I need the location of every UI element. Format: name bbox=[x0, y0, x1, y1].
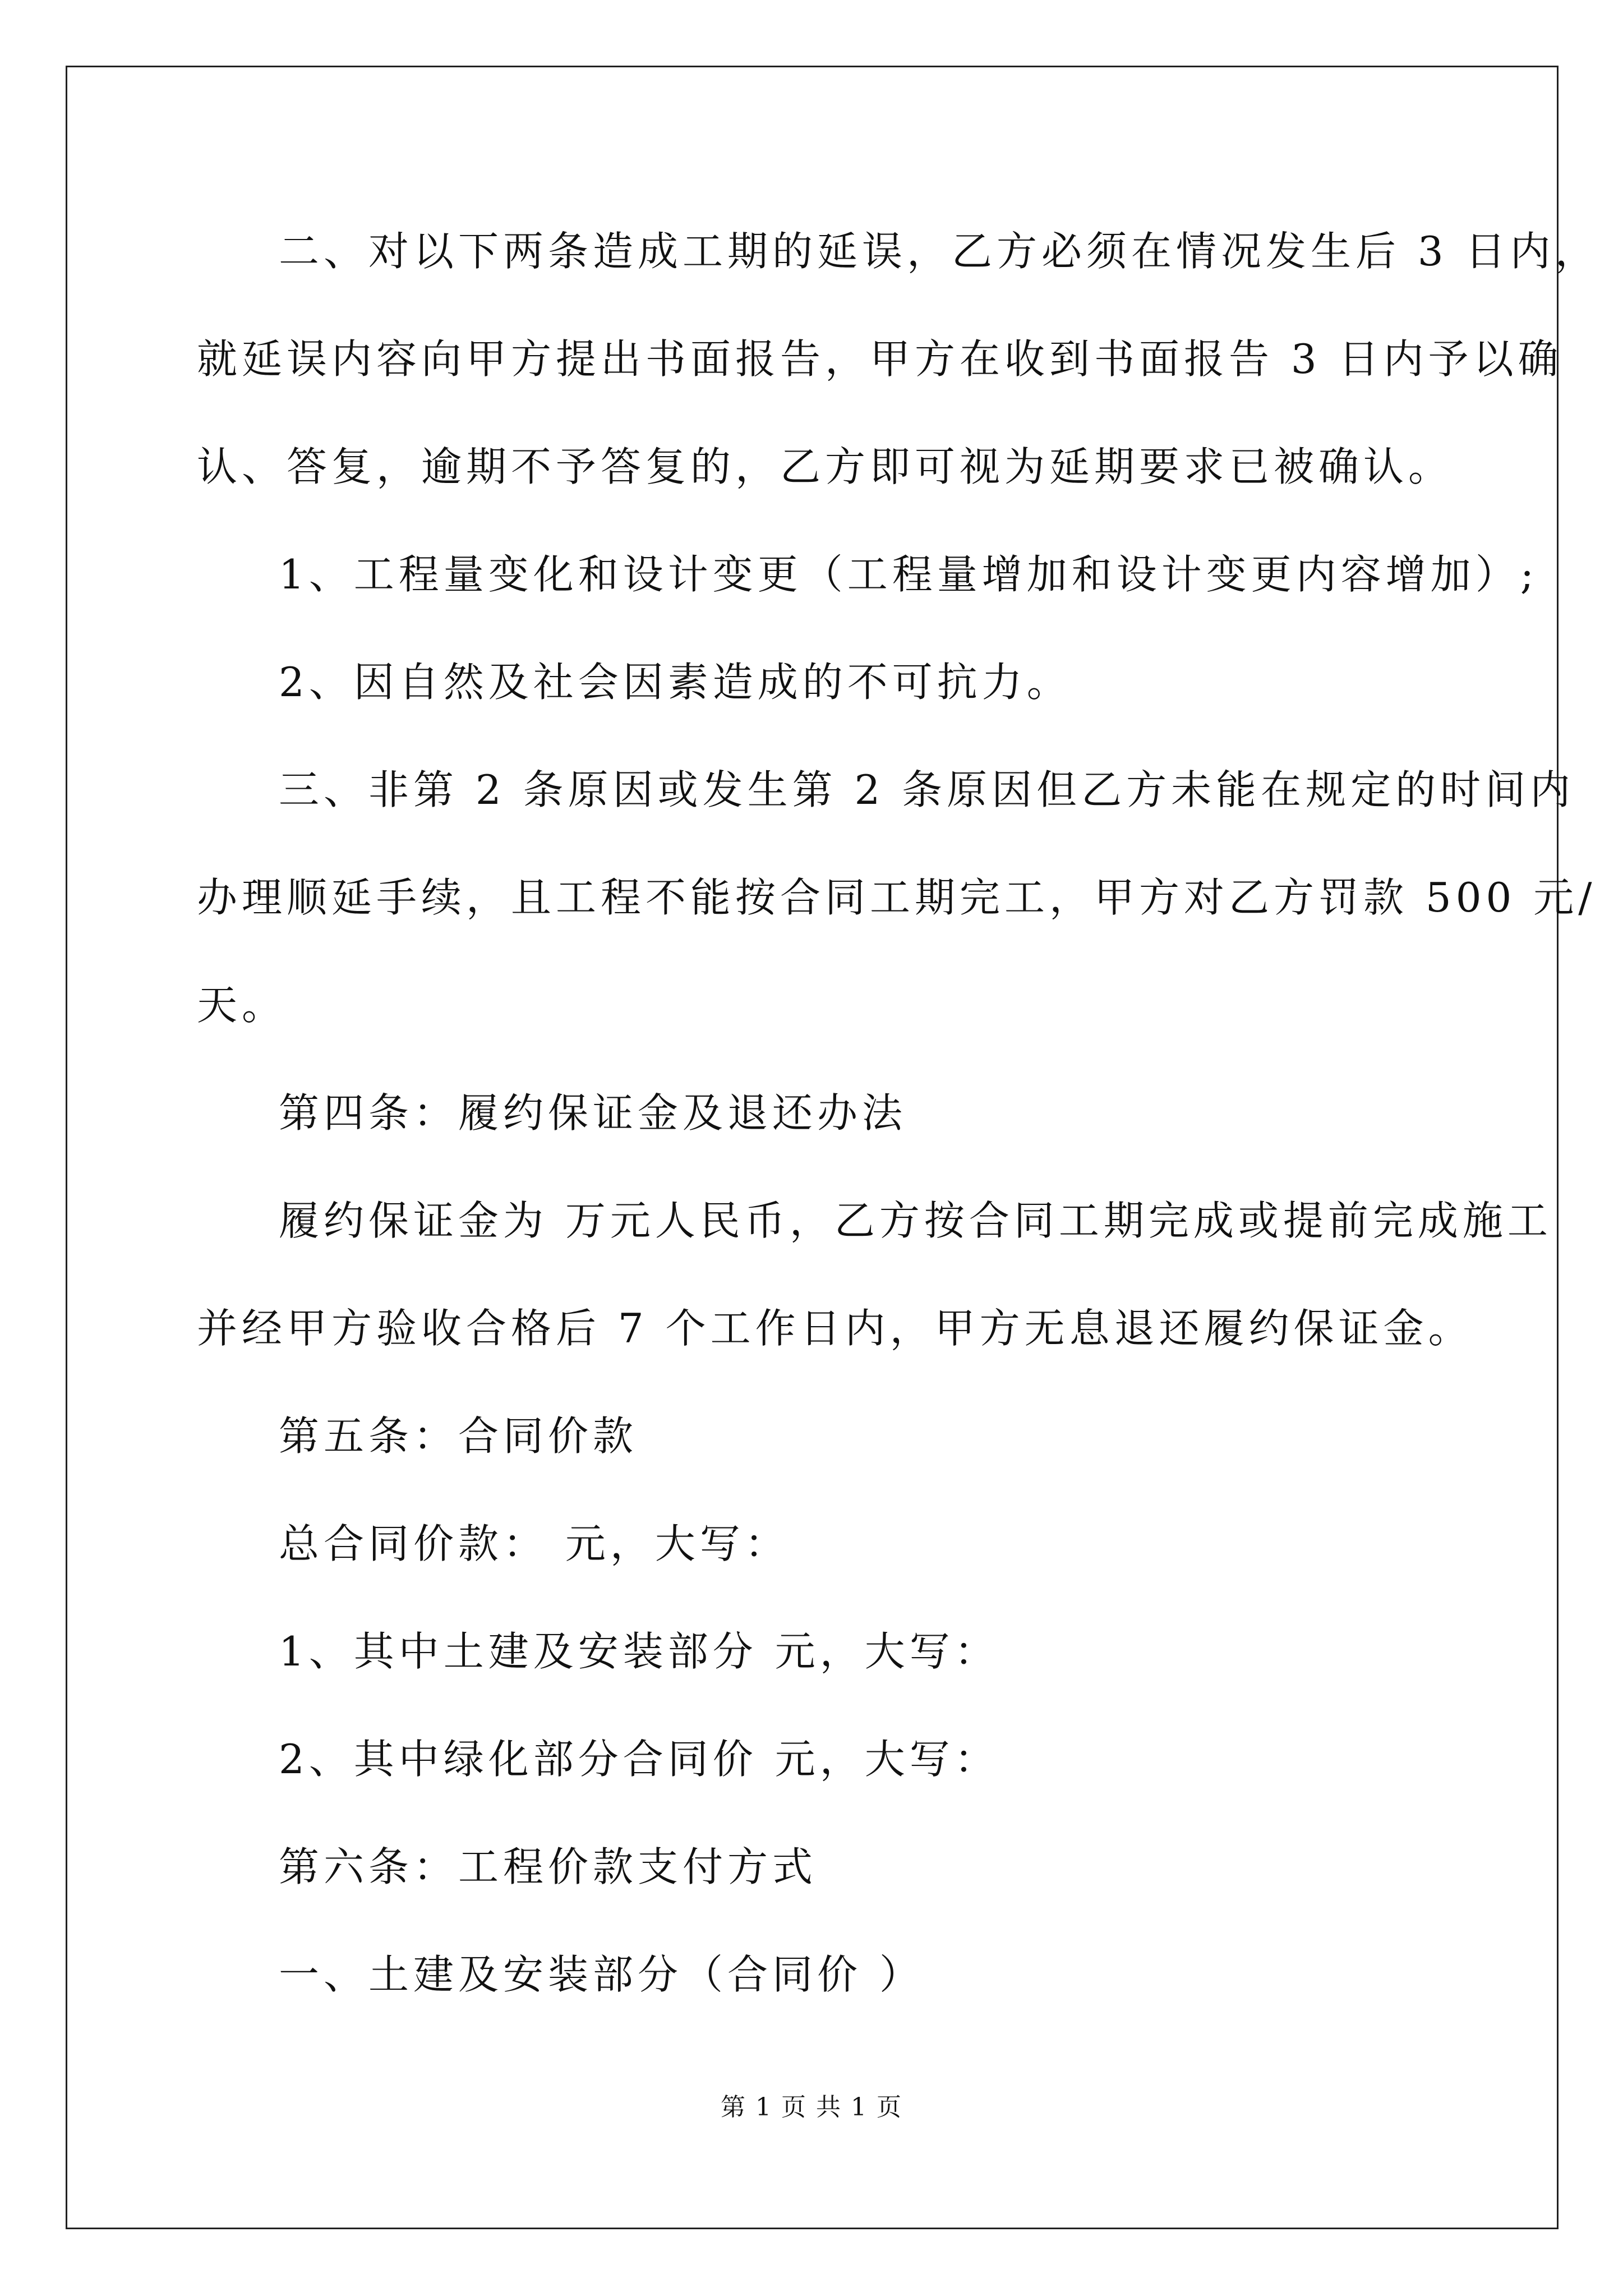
section-heading: 第四条：履约保证金及退还办法 bbox=[279, 1089, 907, 1137]
page-number: 第 1 页 共 1 页 bbox=[721, 2093, 902, 2122]
paragraph-line: 总合同价款： 元，大写： bbox=[279, 1520, 790, 1567]
paragraph-line: 就延误内容向甲方提出书面报告，甲方在收到书面报告 3 日内予以确 bbox=[197, 335, 1563, 383]
paragraph-line: 认、答复，逾期不予答复的，乙方即可视为延期要求已被确认。 bbox=[197, 443, 1454, 490]
section-heading: 第五条：合同价款 bbox=[279, 1412, 638, 1460]
paragraph-line: 并经甲方验收合格后 7 个工作日内，甲方无息退还履约保证金。 bbox=[197, 1305, 1473, 1352]
paragraph-line: 天。 bbox=[197, 982, 287, 1029]
list-item: 1、其中土建及安装部分 元，大写： bbox=[279, 1628, 999, 1675]
page-border bbox=[66, 66, 1559, 2229]
list-item: 1、工程量变化和设计变更（工程量增加和设计变更内容增加）; bbox=[279, 551, 1539, 598]
paragraph-line: 一、土建及安装部分（合同价 ） bbox=[279, 1951, 924, 1998]
section-heading: 第六条：工程价款支付方式 bbox=[279, 1843, 818, 1890]
list-item: 2、其中绿化部分合同价 元，大写： bbox=[279, 1736, 999, 1783]
paragraph-line: 二、对以下两条造成工期的延误，乙方必须在情况发生后 3 日内， bbox=[279, 228, 1600, 275]
paragraph-line: 办理顺延手续，且工程不能按合同工期完工，甲方对乙方罚款 500 元/ bbox=[197, 874, 1597, 921]
paragraph-line: 履约保证金为 万元人民币，乙方按合同工期完成或提前完成施工 bbox=[279, 1197, 1552, 1244]
list-item: 2、因自然及社会因素造成的不可抗力。 bbox=[279, 659, 1072, 706]
paragraph-line: 三、非第 2 条原因或发生第 2 条原因但乙方未能在规定的时间内 bbox=[279, 766, 1575, 813]
